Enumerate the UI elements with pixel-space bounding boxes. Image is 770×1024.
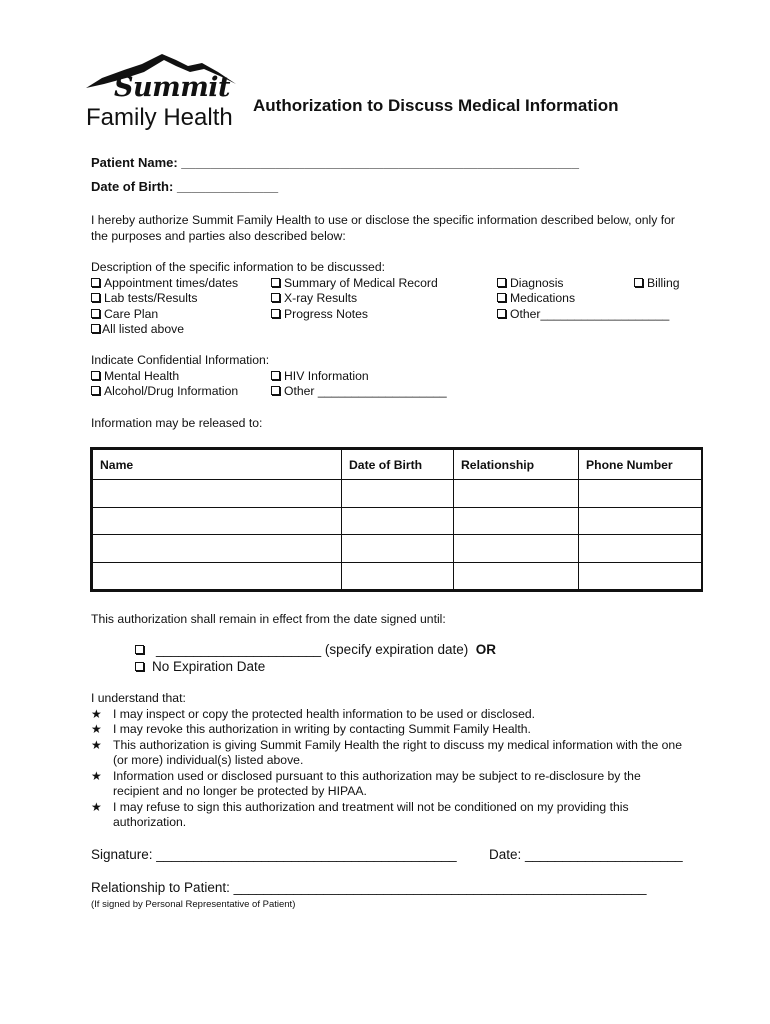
checkbox-lab[interactable] [91, 291, 197, 306]
checkbox-icon[interactable] [634, 278, 643, 287]
star-icon: ★ [91, 800, 102, 814]
star-icon: ★ [91, 707, 102, 721]
checkbox-hiv[interactable] [271, 369, 369, 384]
or-label: OR [475, 642, 497, 657]
patient-name-field[interactable]: Patient Name: _______________________________________________________ [91, 155, 579, 170]
checkbox-appointment[interactable] [91, 276, 238, 291]
checkbox-icon[interactable] [91, 386, 100, 395]
list-item: ★ Information used or disclosed pursuant to this authorization may be subject to re-disclosure by the [91, 769, 641, 783]
table-cell[interactable] [579, 535, 702, 563]
recipients-table [90, 447, 703, 592]
signature-field[interactable]: Signature: ________________________________________ [91, 847, 457, 862]
summit-logo [84, 50, 244, 136]
table-row [93, 480, 702, 508]
table-row [93, 562, 702, 590]
expiration-date-field[interactable]: ______________________ (specify expiration date) [156, 642, 469, 657]
checkbox-label: All listed above [102, 322, 184, 336]
list-item-continuation: authorization. [113, 815, 187, 829]
checkbox-icon[interactable] [91, 293, 100, 302]
checkbox-label: Summary of Medical Record [284, 276, 438, 290]
understand-heading: I understand that: [91, 691, 186, 705]
checkbox-icon[interactable] [91, 371, 100, 380]
list-item-continuation: recipient and no longer be protected by HIPAA. [113, 784, 367, 798]
table-cell[interactable] [342, 507, 454, 535]
checkbox-label: Other ___________________ [284, 384, 447, 398]
table-row [93, 507, 702, 535]
column-header-name: Name [93, 450, 342, 480]
checkbox-icon[interactable] [135, 645, 144, 654]
column-header-dob: Date of Birth [342, 450, 454, 480]
representative-note: (If signed by Personal Representative of Patient) [91, 899, 296, 910]
checkbox-label: Diagnosis [510, 276, 564, 290]
checkbox-label: Billing [647, 276, 680, 290]
intro-text-line-2: the purposes and parties also described below: [91, 229, 346, 243]
table-cell[interactable] [454, 535, 579, 563]
released-heading: Information may be released to: [91, 416, 263, 430]
checkbox-label: X-ray Results [284, 291, 358, 305]
document-title: Authorization to Discuss Medical Information [253, 96, 619, 115]
checkbox-label: Other___________________ [510, 307, 670, 321]
table-cell[interactable] [93, 480, 342, 508]
table-cell[interactable] [93, 562, 342, 590]
table-cell[interactable] [579, 507, 702, 535]
checkbox-icon[interactable] [497, 278, 506, 287]
logo-summit-text: Summit [114, 72, 230, 103]
checkbox-no-expiration[interactable] [135, 659, 265, 674]
checkbox-icon[interactable] [271, 293, 280, 302]
table-cell[interactable] [342, 480, 454, 508]
checkbox-icon[interactable] [271, 278, 280, 287]
relationship-field[interactable]: Relationship to Patient: _______________________________________________________ [91, 880, 647, 895]
checkbox-label: Care Plan [104, 307, 159, 321]
confidential-heading: Indicate Confidential Information: [91, 353, 270, 367]
list-item: ★ I may inspect or copy the protected health information to be used or disclosed. [91, 707, 536, 721]
logo-family-health-text: Family Health [86, 104, 233, 131]
table-cell[interactable] [454, 480, 579, 508]
intro-text-line-1: I hereby authorize Summit Family Health to use or disclose the specific information described below, only for [91, 213, 675, 227]
checkbox-confidential-other[interactable] [271, 384, 447, 399]
checkbox-label: Medications [510, 291, 576, 305]
list-item: ★ This authorization is giving Summit Family Health the right to discuss my medical information with the one [91, 738, 682, 752]
effect-text: This authorization shall remain in effect from the date signed until: [91, 612, 446, 626]
checkbox-icon[interactable] [271, 309, 280, 318]
list-item-continuation: (or more) individual(s) listed above. [113, 753, 304, 767]
star-icon: ★ [91, 769, 102, 783]
checkbox-medications[interactable] [497, 291, 575, 306]
list-item: ★ I may revoke this authorization in writing by contacting Summit Family Health. [91, 722, 531, 736]
checkbox-summary[interactable] [271, 276, 438, 291]
checkbox-label: Mental Health [104, 369, 180, 383]
column-header-relationship: Relationship [454, 450, 579, 480]
date-of-birth-field[interactable]: Date of Birth: ______________ [91, 179, 279, 194]
table-cell[interactable] [342, 535, 454, 563]
checkbox-label: Alcohol/Drug Information [104, 384, 239, 398]
star-icon: ★ [91, 738, 102, 752]
column-header-phone: Phone Number [579, 450, 702, 480]
checkbox-alcohol-drug[interactable] [91, 384, 238, 399]
table-cell[interactable] [93, 535, 342, 563]
star-icon: ★ [91, 722, 102, 736]
checkbox-other[interactable] [497, 307, 669, 322]
checkbox-icon[interactable] [497, 293, 506, 302]
checkbox-care-plan[interactable] [91, 307, 158, 322]
checkbox-icon[interactable] [271, 371, 280, 380]
checkbox-icon[interactable] [497, 309, 506, 318]
checkbox-mental-health[interactable] [91, 369, 179, 384]
table-cell[interactable] [579, 562, 702, 590]
checkbox-diagnosis[interactable] [497, 276, 564, 291]
checkbox-billing[interactable] [634, 276, 680, 291]
checkbox-progress[interactable] [271, 307, 368, 322]
checkbox-label: HIV Information [284, 369, 369, 383]
checkbox-xray[interactable] [271, 291, 357, 306]
checkbox-icon[interactable] [91, 324, 100, 333]
table-cell[interactable] [454, 562, 579, 590]
checkbox-icon[interactable] [91, 278, 100, 287]
checkbox-expiration-date[interactable] [135, 642, 496, 657]
table-cell[interactable] [579, 480, 702, 508]
table-cell[interactable] [454, 507, 579, 535]
table-row [93, 535, 702, 563]
signature-date-field[interactable]: Date: _____________________ [489, 847, 683, 862]
list-item: ★ I may refuse to sign this authorization and treatment will not be conditioned on my providing this [91, 800, 629, 814]
checkbox-icon[interactable] [271, 386, 280, 395]
table-cell[interactable] [342, 562, 454, 590]
checkbox-all[interactable] [91, 322, 184, 337]
checkbox-label: Lab tests/Results [104, 291, 198, 305]
checkbox-label: Progress Notes [284, 307, 368, 321]
table-header-row [93, 450, 702, 480]
checkbox-icon[interactable] [135, 662, 144, 671]
checkbox-label: No Expiration Date [152, 659, 266, 674]
checkbox-icon[interactable] [91, 309, 100, 318]
checkbox-label: Appointment times/dates [104, 276, 239, 290]
table-cell[interactable] [93, 507, 342, 535]
description-heading: Description of the specific information to be discussed: [91, 260, 385, 274]
